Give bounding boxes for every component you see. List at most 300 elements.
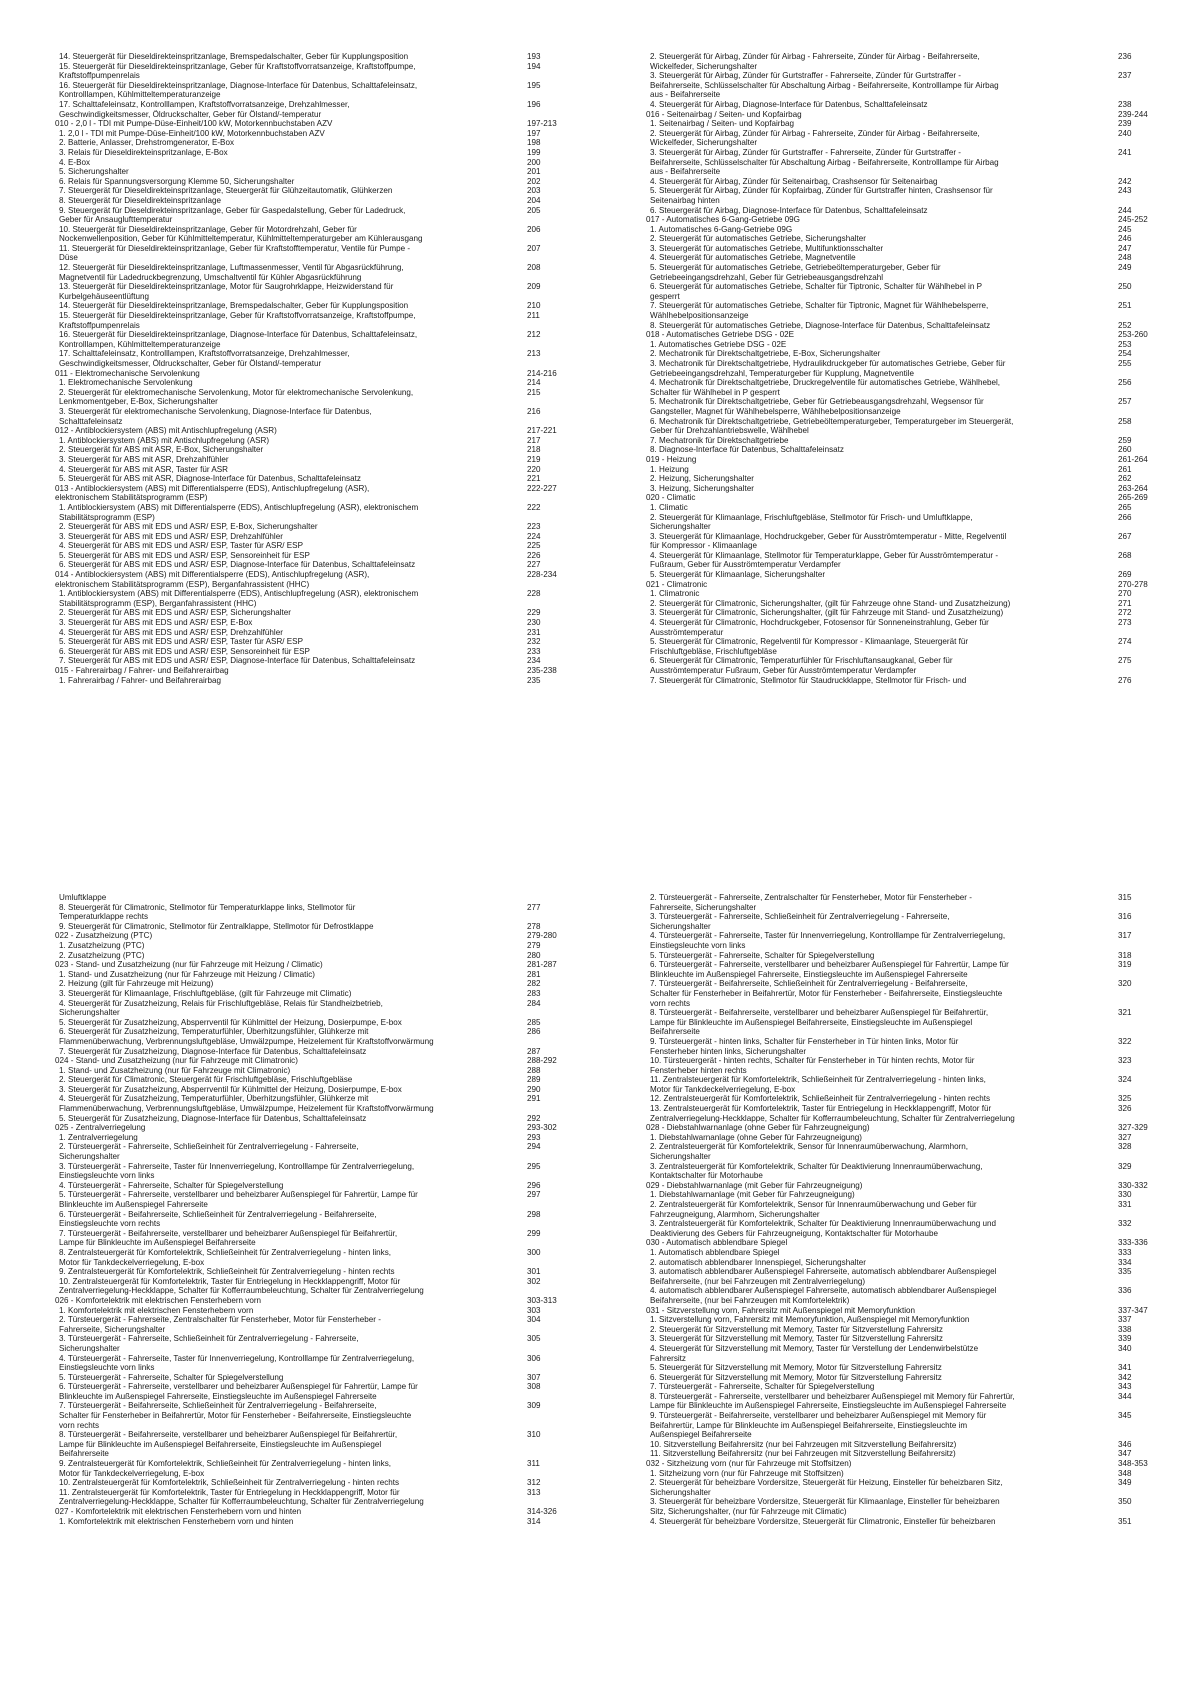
toc-entry bbox=[55, 387, 541, 407]
toc-entry bbox=[646, 1343, 1132, 1363]
toc-entry-title: 4. E-Box bbox=[59, 157, 91, 167]
toc-entry bbox=[55, 1065, 541, 1076]
toc-page-number: 208 bbox=[527, 263, 541, 273]
toc-entry bbox=[55, 1094, 541, 1114]
toc-entry bbox=[55, 637, 541, 647]
toc-entry bbox=[646, 186, 1132, 205]
toc-entry-title: 012 - Antiblockiersystem (ABS) mit Antischlupfregelung (ASR) bbox=[55, 426, 277, 436]
toc-entry-title: 4. Steuergerät für Klimaanlage, Stellmotor für Temperaturklappe, Geber für Ausströmtemperatur - Fußraum, Geber für Ausströmtemperatur Verdampfer bbox=[650, 550, 999, 570]
toc-entry-title: 3. Türsteuergerät - Fahrerseite, Taster für Innenverriegelung, Kontrolllampe für Zentralverriegelung, Einstiegsleuchte vorn links bbox=[59, 1161, 415, 1181]
toc-entry-title: 10. Türsteuergerät - hinten rechts, Schalter für Fensterheber in Tür hinten rechts, Motor für Fensterheber hinten rechts bbox=[650, 1056, 975, 1075]
toc-section-heading bbox=[55, 570, 557, 589]
toc-page-number: 298 bbox=[527, 1209, 541, 1219]
toc-page-number: 214 bbox=[527, 378, 541, 388]
toc-page-number: 248 bbox=[1118, 253, 1132, 263]
toc-section-heading bbox=[646, 579, 1148, 590]
toc-entry-title: 2. Steuergerät für ABS mit EDS und ASR/ ESP, E-Box, Sicherungshalter bbox=[59, 522, 318, 532]
toc-page-number: 203 bbox=[527, 186, 541, 196]
toc-entry bbox=[646, 397, 1132, 416]
toc-entry bbox=[55, 1267, 541, 1277]
toc-entry-title: 5. Steuergerät für Climatronic, Regelventil für Kompressor - Klimaanlage, Steuergerät für Frischluftgebläse, Frischluftgebläse bbox=[650, 637, 969, 656]
toc-entry bbox=[55, 893, 520, 903]
toc-entry bbox=[55, 589, 541, 608]
toc-entry bbox=[646, 1334, 1132, 1344]
toc-entry bbox=[55, 1075, 541, 1085]
toc-page-number: 299 bbox=[527, 1228, 541, 1238]
toc-entry bbox=[55, 435, 541, 446]
toc-entry-title: 6. Mechatronik für Direktschaltgetriebe, Getriebeöltemperaturgeber, Temperaturgeber im Steuergerät, Geber für Drehzahlantriebswelle, Wählhebel bbox=[650, 416, 1014, 436]
toc-page-number: 292 bbox=[527, 1113, 541, 1123]
toc-page-number: 265-269 bbox=[1118, 493, 1148, 503]
toc-page-number: 199 bbox=[527, 147, 541, 157]
toc-section-heading bbox=[646, 1238, 1148, 1248]
toc-entry-title: 1. Climatic bbox=[650, 502, 688, 512]
toc-page-number: 217-221 bbox=[527, 426, 557, 436]
toc-entry-title: 17. Schalttafeleinsatz, Kontrolllampen, Kraftstoffvorratsanzeige, Drehzahlmesser, Geschwindigkeitsmesser, Öldruckschalter, Geber für Ölstand/-temperatur bbox=[59, 99, 350, 119]
toc-section-heading bbox=[646, 1305, 1148, 1316]
toc-entry-title: 2. Heizung (gilt für Fahrzeuge mit Heizung) bbox=[59, 979, 214, 989]
toc-page-number: 289 bbox=[527, 1075, 541, 1085]
toc-page-number: 266 bbox=[1118, 512, 1132, 522]
toc-page-number: 227 bbox=[527, 560, 541, 570]
toc-entry bbox=[646, 598, 1132, 609]
toc-entry bbox=[55, 1190, 541, 1209]
toc-page-number: 311 bbox=[527, 1459, 540, 1469]
toc-entry-title: 3. Steuergerät für elektromechanische Servolenkung, Diagnose-Interface für Datenbus, Schalttafeleinsatz bbox=[59, 406, 372, 426]
toc-entry bbox=[55, 80, 541, 100]
toc-entry-title: 4. Steuergerät für Zusatzheizung, Temperaturfühler, Überhitzungsfühler, Glühkerze mit Flammenüberwachung, Verbrennungsluftgebläse, Umwälzpumpe, Heizelement für Kraftstoffvorwärmung bbox=[59, 1094, 434, 1114]
toc-entry-title: 14. Steuergerät für Dieseldirekteinspritzanlage, Bremspedalschalter, Geber für Kupplungsposition bbox=[59, 52, 409, 61]
toc-entry bbox=[55, 1161, 541, 1181]
toc-page-number: 194 bbox=[527, 61, 541, 71]
toc-entry-title: 4. Steuergerät für ABS mit EDS und ASR/ ESP, Drehzahlfühler bbox=[59, 627, 283, 637]
toc-page-number: 308 bbox=[527, 1382, 541, 1392]
toc-entry-title: 6. Steuergerät für Sitzverstellung mit Memory, Motor für Sitzverstellung Fahrersitz bbox=[650, 1372, 942, 1382]
toc-entry-title: 5. Steuergerät für Klimaanlage, Sicherungshalter bbox=[650, 570, 826, 580]
toc-page-number: 202 bbox=[527, 176, 541, 186]
toc-entry bbox=[646, 1478, 1132, 1497]
toc-page-number: 336 bbox=[1118, 1286, 1132, 1296]
toc-entry bbox=[646, 483, 1148, 494]
toc-entry bbox=[646, 1439, 1132, 1450]
toc-entry-title: 022 - Zusatzheizung (PTC) bbox=[55, 931, 153, 941]
toc-entry bbox=[55, 176, 541, 187]
toc-entry bbox=[646, 589, 1132, 599]
toc-entry-title: 013 - Antiblockiersystem (ABS) mit Differentialsperre (EDS), Antischlupfregelung (ASR), elektronischem Stabilitätsprogramm (ESP) bbox=[55, 483, 370, 503]
toc-entry-title: 4. Steuergerät für Zusatzheizung, Relais für Frischluftgebläse, Relais für Standheizbetrieb, Sicherungshalter bbox=[59, 998, 383, 1018]
toc-page-number: 255 bbox=[1118, 359, 1132, 368]
toc-entry-title: 027 - Komfortelektrik mit elektrischen Fensterhebern vorn und hinten bbox=[55, 1507, 302, 1516]
toc-entry-title: 1. Antiblockiersystem (ABS) mit Differentialsperre (EDS), Antischlupfregelung (ASR), elektronischem Stabilitätsprogramm (ESP), Berganfahrassistent (HHC) bbox=[59, 589, 419, 608]
toc-entry bbox=[55, 224, 541, 244]
toc-entry bbox=[646, 378, 1132, 397]
toc-page-number: 204 bbox=[527, 195, 541, 205]
toc-entry bbox=[646, 1094, 1132, 1104]
toc-entry bbox=[55, 52, 541, 62]
toc-entry bbox=[55, 902, 541, 922]
toc-entry-title: 11. Sitzverstellung Beifahrersitz (nur bei Fahrzeugen mit Sitzverstellung Beifahrersitz) bbox=[650, 1449, 956, 1459]
toc-page-number: 347 bbox=[1118, 1449, 1132, 1459]
toc-page-number: 338 bbox=[1118, 1324, 1132, 1334]
toc-page-number: 284 bbox=[527, 998, 541, 1008]
toc-entry bbox=[646, 893, 1132, 912]
toc-entry-title: 9. Steuergerät für Climatronic, Stellmotor für Zentralklappe, Stellmotor für Defrostklappe bbox=[59, 921, 374, 931]
toc-page-number: 201 bbox=[527, 167, 541, 177]
toc-entry bbox=[646, 1449, 1132, 1459]
toc-entry-title: 7. Mechatronik für Direktschaltgetriebe bbox=[650, 435, 789, 445]
toc-entry-title: 5. Steuergerät für Sitzverstellung mit Memory, Motor für Sitzverstellung Fahrersitz bbox=[650, 1363, 942, 1373]
toc-entry-title: 4. Türsteuergerät - Fahrerseite, Taster für Innenverriegelung, Kontrolllampe für Zentralverriegelung, Einstiegsleuchte vorn links bbox=[59, 1353, 415, 1373]
toc-entry bbox=[646, 176, 1132, 187]
toc-entry bbox=[55, 195, 541, 206]
toc-entry-title: 16. Steuergerät für Dieseldirekteinspritzanlage, Diagnose-Interface für Datenbus, Schalttafeleinsatz, Kontrolllampen, Kühlmitteltemperaturanzeige bbox=[59, 80, 418, 100]
toc-entry-title: 3. Steuergerät für ABS mit EDS und ASR/ ESP, Drehzahlfühler bbox=[59, 531, 283, 541]
toc-entry bbox=[55, 1516, 541, 1527]
toc-page-number: 197-213 bbox=[527, 119, 557, 129]
toc-entry-title: 1. 2,0 l - TDI mit Pumpe-Düse-Einheit/100 kW, Motorkennbuchstaben AZV bbox=[59, 128, 325, 138]
toc-entry-title: 10. Zentralsteuergerät für Komfortelektrik, Taster für Entriegelung in Heckklappengriff, Motor für Zentralverriegelung-Heckklappe, Schalter für Kofferraumbeleuchtung, Schalter für Zentralverriegelung bbox=[59, 1276, 424, 1296]
toc-entry bbox=[55, 1430, 541, 1459]
toc-entry-title: 5. Mechatronik für Direktschaltgetriebe, Geber für Getriebeausgangsdrehzahl, Wegsensor für Gangsteller, Magnet für Wählhebelsperre, Wählhebelpositionsanzeige bbox=[650, 397, 984, 416]
toc-entry bbox=[55, 656, 541, 666]
toc-page-number: 342 bbox=[1118, 1372, 1132, 1382]
toc-page-number: 221 bbox=[527, 474, 541, 484]
toc-entry-title: 029 - Diebstahlwarnanlage (mit Geber für Fahrzeugneigung) bbox=[646, 1180, 863, 1190]
toc-page-number: 296 bbox=[527, 1180, 541, 1190]
toc-entry bbox=[55, 1247, 541, 1267]
toc-page-number: 335 bbox=[1118, 1267, 1132, 1277]
toc-page-number: 343 bbox=[1118, 1382, 1132, 1392]
toc-entry-title: 6. Steuergerät für Climatronic, Temperaturfühler für Frischluftansaugkanal, Geber für Ausströmtemperatur Fußraum, Geber für Ausströmtemperatur Verdampfer bbox=[650, 656, 953, 675]
toc-entry-title: 031 - Sitzverstellung vorn, Fahrersitz mit Außenspiegel mit Memoryfunktion bbox=[646, 1305, 915, 1315]
toc-page-number: 277 bbox=[527, 902, 541, 912]
toc-entry bbox=[646, 960, 1132, 979]
toc-page-number: 256 bbox=[1118, 378, 1132, 388]
toc-page-number: 312 bbox=[527, 1478, 541, 1488]
toc-panel-bottom-right bbox=[646, 893, 1148, 1673]
toc-entry bbox=[646, 1161, 1132, 1181]
toc-entry-title: 023 - Stand- und Zusatzheizung (nur für Fahrzeuge mit Heizung / Climatic) bbox=[55, 960, 323, 970]
toc-entry-title: 030 - Automatisch abblendbare Spiegel bbox=[646, 1238, 788, 1248]
toc-page-number: 309 bbox=[527, 1401, 541, 1411]
toc-entry-title: 1. Diebstahlwarnanlage (mit Geber für Fahrzeugneigung) bbox=[650, 1190, 855, 1200]
toc-entry-title: 2. Steuergerät für Airbag, Zünder für Airbag - Fahrerseite, Zünder für Airbag - Beifahrerseite, Wickelfeder, Sicherungshalter bbox=[650, 52, 980, 71]
toc-entry-title: 1. Seitenairbag / Seiten- und Kopfairbag bbox=[650, 119, 794, 129]
toc-entry-title: 14. Steuergerät für Dieseldirekteinspritzanlage, Bremspedalschalter, Geber für Kupplungsposition bbox=[59, 301, 409, 311]
toc-entry-title: 2. Mechatronik für Direktschaltgetriebe, E-Box, Sicherungshalter bbox=[650, 349, 881, 359]
toc-page-number: 321 bbox=[1118, 1008, 1132, 1018]
toc-entry bbox=[646, 224, 1132, 235]
toc-section-heading bbox=[646, 215, 1148, 225]
toc-page-number: 269 bbox=[1118, 570, 1132, 580]
toc-section-heading bbox=[55, 1123, 557, 1133]
toc-entry-title: 9. Steuergerät für Dieseldirekteinspritzanlage, Geber für Gaspedalstellung, Geber für Ladedruck, Geber für Ansauglufttemperatur bbox=[59, 205, 406, 225]
toc-entry bbox=[55, 560, 541, 570]
toc-page-number: 218 bbox=[527, 445, 541, 455]
toc-entry-title: 2. Türsteuergerät - Fahrerseite, Zentralschalter für Fensterheber, Motor für Fensterheber - Fahrerseite, Sicherungshalter bbox=[650, 893, 972, 912]
toc-entry-title: 5. Türsteuergerät - Fahrerseite, Schalter für Spiegelverstellung bbox=[59, 1372, 284, 1382]
toc-entry bbox=[55, 1372, 541, 1383]
toc-entry-title: 2. Steuergerät für Climatronic, Steuergerät für Frischluftgebläse, Frischluftgebläse bbox=[59, 1075, 353, 1085]
toc-page-number: 205 bbox=[527, 205, 541, 215]
toc-page-number: 303-313 bbox=[527, 1295, 557, 1305]
toc-page-number: 293 bbox=[527, 1132, 541, 1142]
toc-page-number: 217 bbox=[527, 435, 541, 445]
toc-page-number: 262 bbox=[1118, 474, 1132, 484]
toc-entry-title: 3. Steuergerät für automatisches Getriebe, Multifunktionsschalter bbox=[650, 243, 884, 253]
toc-entry-title: 5. Türsteuergerät - Fahrerseite, verstellbarer und beheizbarer Außenspiegel für Fahrertür, Lampe für Blinkleuchte im Außenspiegel Fahrerseite bbox=[59, 1190, 418, 1209]
toc-entry-title: 5. Steuergerät für ABS mit EDS und ASR/ ESP, Sensoreinheit für ESP bbox=[59, 550, 310, 560]
toc-entry bbox=[55, 157, 541, 168]
toc-page-number: 290 bbox=[527, 1084, 541, 1094]
toc-entry-title: 1. Automatisches Getriebe DSG - 02E bbox=[650, 339, 787, 349]
toc-page-number: 319 bbox=[1118, 960, 1132, 970]
toc-entry bbox=[646, 1372, 1132, 1383]
toc-page-number: 348-353 bbox=[1118, 1459, 1148, 1469]
toc-entry bbox=[55, 282, 541, 301]
toc-entry bbox=[646, 608, 1132, 618]
toc-page-number: 261-264 bbox=[1118, 454, 1148, 464]
toc-entry bbox=[646, 1497, 1132, 1516]
toc-entry bbox=[646, 950, 1132, 961]
toc-page-number: 333-336 bbox=[1118, 1238, 1148, 1248]
toc-page-number: 307 bbox=[527, 1372, 541, 1382]
toc-entry bbox=[55, 263, 541, 282]
toc-entry-title: 5. Steuergerät für Airbag, Zünder für Kopfairbag, Zünder für Gurtstraffer hinten, Crashsensor für Seitenairbag hinten bbox=[650, 186, 993, 205]
toc-entry-title: 2. Steuergerät für elektromechanische Servolenkung, Motor für elektromechanische Servolenkung, Lenkmomentgeber, E-Box, Sicherungshalter bbox=[59, 387, 414, 407]
toc-page-number: 288-292 bbox=[527, 1056, 557, 1066]
toc-page-number: 222 bbox=[527, 502, 541, 512]
toc-entry bbox=[646, 263, 1132, 282]
toc-entry-title: 7. Türsteuergerät - Beifahrerseite, verstellbarer und beheizbarer Außenspiegel für Beifahrertür, Lampe für Blinkleuchte im Außenspiegel Beifahrerseite bbox=[59, 1228, 398, 1248]
toc-page-number: 320 bbox=[1118, 979, 1132, 989]
toc-entry-title: 16. Steuergerät für Dieseldirekteinspritzanlage, Diagnose-Interface für Datenbus, Schalttafeleinsatz, Kontrolllampen, Kühlmitteltemperaturanzeige bbox=[59, 330, 418, 349]
toc-entry-title: 13. Zentralsteuergerät für Komfortelektrik, Taster für Entriegelung in Heckklappengriff, Motor für Zentralverriegelung-Heckklappe, Schalter für Kofferraumbeleuchtung, Schalter für Zentralverriegelung bbox=[650, 1104, 1015, 1123]
toc-entry bbox=[55, 1353, 541, 1373]
toc-entry-title: 7. Türsteuergerät - Fahrerseite, Schalter für Spiegelverstellung bbox=[650, 1382, 875, 1392]
toc-entry bbox=[646, 637, 1132, 656]
toc-section-heading bbox=[55, 1295, 557, 1306]
toc-page-number: 206 bbox=[527, 224, 541, 234]
toc-page-number: 316 bbox=[1118, 912, 1132, 922]
toc-page-number: 283 bbox=[527, 988, 541, 998]
toc-page-number: 241 bbox=[1118, 147, 1132, 157]
toc-entry-title: 9. Türsteuergerät - hinten links, Schalter für Fensterheber in Tür hinten links, Motor für Fensterheber hinten links, Sicherungshalter bbox=[650, 1036, 959, 1056]
toc-entry bbox=[55, 349, 541, 368]
toc-page-number: 348 bbox=[1118, 1468, 1132, 1478]
toc-entry bbox=[55, 1315, 541, 1334]
toc-section-heading bbox=[646, 1123, 1148, 1133]
toc-entry-title: 3. Türsteuergerät - Fahrerseite, Schließeinheit für Zentralverriegelung - Fahrerseite, Sicherungshalter bbox=[59, 1334, 359, 1353]
toc-page-number: 314-326 bbox=[527, 1507, 557, 1516]
toc-page-number: 222-227 bbox=[527, 483, 557, 493]
toc-entry bbox=[55, 531, 541, 542]
toc-entry-title: 1. Antiblockiersystem (ABS) mit Differentialsperre (EDS), Antischlupfregelung (ASR), elektronischem Stabilitätsprogramm (ESP) bbox=[59, 502, 419, 522]
toc-entry bbox=[646, 1468, 1132, 1479]
toc-section-heading bbox=[646, 1459, 1148, 1469]
toc-page-number: 233 bbox=[527, 646, 541, 656]
toc-entry-title: 2. Türsteuergerät - Fahrerseite, Schließeinheit für Zentralverriegelung - Fahrerseite, Sicherungshalter bbox=[59, 1142, 359, 1162]
toc-entry bbox=[646, 979, 1132, 1008]
toc-entry bbox=[646, 445, 1132, 455]
toc-entry-title: 3. Steuergerät für Klimaanlage, Frischluftgebläse, (gilt für Fahrzeuge mit Climatic) bbox=[59, 988, 352, 998]
toc-page-number: 305 bbox=[527, 1334, 541, 1344]
toc-section-heading bbox=[55, 1507, 557, 1517]
toc-entry bbox=[646, 1008, 1132, 1037]
toc-entry-title: 3. Zentralsteuergerät für Komfortelektrik, Schalter für Deaktivierung Innenraumüberwachung, Kontaktschalter für Motorhaube bbox=[650, 1161, 983, 1181]
toc-entry bbox=[646, 1190, 1132, 1200]
toc-panel-bottom-left bbox=[55, 893, 557, 1673]
toc-entry bbox=[55, 940, 541, 951]
toc-entry bbox=[55, 627, 541, 638]
toc-page-number: 306 bbox=[527, 1353, 541, 1363]
toc-entry-title: 4. Steuergerät für Airbag, Diagnose-Interface für Datenbus, Schalttafeleinsatz bbox=[650, 99, 928, 109]
toc-page-number: 270-278 bbox=[1118, 579, 1148, 589]
toc-section-heading bbox=[55, 119, 557, 129]
toc-entry bbox=[55, 128, 541, 139]
toc-entry bbox=[55, 311, 540, 330]
toc-entry bbox=[646, 1363, 1132, 1373]
toc-entry-title: 014 - Antiblockiersystem (ABS) mit Differentialsperre (EDS), Antischlupfregelung (ASR), elektronischem Stabilitätsprogramm (ESP), Berganfahrassistent (HHC) bbox=[55, 570, 370, 589]
toc-entry bbox=[646, 119, 1132, 129]
toc-page-number: 276 bbox=[1118, 675, 1132, 685]
toc-entry-title: 5. Steuergerät für ABS mit EDS und ASR/ ESP, Taster für ASR/ ESP bbox=[59, 637, 303, 647]
toc-page-number: 209 bbox=[527, 282, 541, 292]
toc-entry bbox=[55, 138, 541, 148]
toc-page-number: 330-332 bbox=[1118, 1180, 1148, 1190]
toc-page-number: 341 bbox=[1118, 1363, 1132, 1373]
toc-page-number: 259 bbox=[1118, 435, 1132, 445]
toc-page-number: 196 bbox=[527, 99, 541, 109]
toc-entry bbox=[55, 502, 541, 522]
toc-page-number: 211 bbox=[527, 311, 540, 321]
toc-entry bbox=[646, 1391, 1132, 1411]
toc-entry bbox=[646, 128, 1132, 148]
toc-entry bbox=[646, 253, 1132, 263]
toc-entry-title: 7. Türsteuergerät - Beifahrerseite, Schließeinheit für Zentralverriegelung - Beifahrerseite, Schalter für Fensterheber in Beifahrertür, Motor für Fensterheber - Beifahrerseite, Einstiegsleuchte vorn rechts bbox=[650, 979, 1003, 1008]
toc-page-number: 337-347 bbox=[1118, 1305, 1148, 1315]
toc-page-number: 279 bbox=[527, 940, 541, 950]
toc-page-number: 346 bbox=[1118, 1439, 1132, 1449]
toc-entry bbox=[55, 921, 541, 932]
toc-entry-title: 1. Stand- und Zusatzheizung (nur für Fahrzeuge mit Heizung / Climatic) bbox=[59, 969, 315, 979]
toc-entry-title: 3. Türsteuergerät - Fahrerseite, Schließeinheit für Zentralverriegelung - Fahrerseite, Sicherungshalter bbox=[650, 912, 950, 931]
toc-entry-title: 5. Steuergerät für automatisches Getriebe, Getriebeöltemperaturgeber, Geber für Getriebeeingangsdrehzahl, Geber für Getriebeausgangsdrehzahl bbox=[650, 263, 941, 282]
toc-entry-title: 2. Steuergerät für automatisches Getriebe, Sicherungshalter bbox=[650, 234, 866, 244]
toc-entry-title: 2. Steuergerät für ABS mit ASR, E-Box, Sicherungshalter bbox=[59, 445, 264, 455]
toc-page-number: 240 bbox=[1118, 128, 1132, 138]
toc-entry bbox=[55, 205, 541, 225]
toc-entry-title: 3. Mechatronik für Direktschaltgetriebe, Hydraulikdruckgeber für automatisches Getriebe, Geber für Getriebeeingangsdrehzahl, Temperaturgeber für Kupplung, Magnetventile bbox=[650, 359, 1006, 378]
toc-entry bbox=[646, 931, 1132, 950]
toc-entry-title: 5. Steuergerät für Zusatzheizung, Diagnose-Interface für Datenbus, Schalttafeleinsatz bbox=[59, 1113, 367, 1123]
toc-page-number: 301 bbox=[527, 1267, 541, 1277]
toc-page-number: 239-244 bbox=[1118, 109, 1148, 119]
toc-entry-title: 8. Zentralsteuergerät für Komfortelektrik, Schließeinheit für Zentralverriegelung - hinten links, Motor für Tankdeckelverriegelung, E-box bbox=[59, 1247, 391, 1267]
toc-entry-title: 8. Türsteuergerät - Beifahrerseite, verstellbarer und beheizbarer Außenspiegel für Beifahrertür, Lampe für Blinkleuchte im Außenspiegel Beifahrerseite, Einstiegsleuchte im Außenspiegel Beifahrerseite bbox=[59, 1430, 398, 1459]
toc-entry bbox=[55, 1478, 541, 1488]
toc-page-number: 213 bbox=[527, 349, 541, 359]
toc-entry-title: 11. Zentralsteuergerät für Komfortelektrik, Schließeinheit für Zentralverriegelung - hinten links, Motor für Tankdeckelverriegelung, E-box bbox=[650, 1075, 986, 1094]
toc-entry bbox=[646, 464, 1132, 475]
toc-entry-title: 15. Steuergerät für Dieseldirekteinspritzanlage, Geber für Kraftstoffvorratsanzeige, Kraftstoffpumpe, Kraftstoffpumpenrelais bbox=[59, 311, 416, 330]
toc-section-heading bbox=[646, 109, 1148, 120]
toc-entry-title: 2. Steuergerät für ABS mit EDS und ASR/ ESP, Sicherungshalter bbox=[59, 608, 291, 618]
toc-entry bbox=[55, 1180, 541, 1191]
toc-entry-title: 032 - Sitzheizung vorn (nur für Fahrzeuge mit Stoffsitzen) bbox=[646, 1459, 852, 1469]
toc-page-number: 236 bbox=[1118, 52, 1132, 61]
toc-page-number: 229 bbox=[527, 608, 541, 618]
toc-entry-title: 4. Steuergerät für Airbag, Zünder für Seitenairbag, Crashsensor für Seitenairbag bbox=[650, 176, 938, 186]
toc-entry-title: 6. Steuergerät für Airbag, Diagnose-Interface für Datenbus, Schalttafeleinsatz bbox=[650, 205, 928, 215]
toc-section-heading bbox=[646, 454, 1148, 465]
toc-page-number: 268 bbox=[1118, 550, 1132, 560]
toc-page-number: 274 bbox=[1118, 637, 1132, 647]
toc-page-number: 273 bbox=[1118, 618, 1132, 628]
toc-page-number: 340 bbox=[1118, 1343, 1132, 1353]
toc-section-heading bbox=[55, 931, 557, 941]
toc-page-number: 270 bbox=[1118, 589, 1132, 599]
toc-page-number: 286 bbox=[527, 1027, 541, 1037]
toc-entry-title: 6. Relais für Spannungsversorgung Klemme 50, Sicherungshalter bbox=[59, 176, 295, 186]
toc-section-heading bbox=[646, 1180, 1148, 1191]
toc-entry bbox=[55, 1084, 541, 1095]
toc-entry bbox=[646, 618, 1132, 637]
toc-entry-title: 5. Steuergerät für ABS mit ASR, Diagnose-Interface für Datenbus, Schalttafeleinsatz bbox=[59, 474, 361, 484]
toc-page-number: 228 bbox=[527, 589, 541, 599]
toc-entry bbox=[646, 474, 1132, 484]
toc-entry-title: 4. Steuergerät für automatisches Getriebe, Magnetventile bbox=[650, 253, 856, 263]
toc-entry-title: 4. Steuergerät für Sitzverstellung mit Memory, Taster für Verstellung der Lendenwirbelstütze Fahrersitz bbox=[650, 1343, 979, 1363]
toc-entry-title: 8. Steuergerät für Dieseldirekteinspritzanlage bbox=[59, 195, 221, 205]
toc-entry bbox=[646, 71, 1132, 100]
toc-page-number: 325 bbox=[1118, 1094, 1132, 1104]
toc-entry bbox=[646, 1056, 1132, 1075]
toc-entry bbox=[646, 1286, 1132, 1305]
toc-entry bbox=[646, 359, 1132, 378]
toc-entry bbox=[55, 330, 541, 349]
toc-page-number: 287 bbox=[527, 1046, 541, 1056]
toc-entry bbox=[646, 99, 1132, 110]
toc-page-number: 261 bbox=[1118, 464, 1132, 474]
toc-section-heading bbox=[55, 666, 557, 676]
toc-entry-title: 9. Zentralsteuergerät für Komfortelektrik, Schließeinheit für Zentralverriegelung - hinten links, Motor für Tankdeckelverriegelung, E-box bbox=[59, 1459, 391, 1478]
toc-entry-title: 7. Steuergerät für automatisches Getriebe, Schalter für Tiptronic, Magnet für Wählhebelsperre, Wählhebelpositionsanzeige bbox=[650, 301, 989, 321]
toc-entry bbox=[646, 1257, 1132, 1268]
toc-page-number: 237 bbox=[1118, 71, 1132, 81]
toc-entry bbox=[646, 675, 1132, 686]
toc-entry bbox=[646, 1324, 1132, 1335]
toc-page-number: 238 bbox=[1118, 99, 1132, 109]
toc-page-number: 239 bbox=[1118, 119, 1132, 129]
toc-entry-title: 3. Steuergerät für ABS mit ASR, Drehzahlfühler bbox=[59, 454, 229, 464]
toc-entry-title: 3. Steuergerät für beheizbare Vordersitze, Steuergerät für Klimaanlage, Einsteller für beheizbaren Sitz, Sicherungshalter, (nur für Fahrzeuge mit Climatic) bbox=[650, 1497, 1000, 1516]
toc-entry-title: 7. Steuergerät für Zusatzheizung, Diagnose-Interface für Datenbus, Schalttafeleinsatz bbox=[59, 1046, 367, 1056]
toc-entry-title: 1. Stand- und Zusatzheizung (nur für Fahrzeuge mit Climatronic) bbox=[59, 1065, 291, 1075]
toc-entry bbox=[55, 618, 541, 628]
toc-entry-title: 5. Türsteuergerät - Fahrerseite, Schalter für Spiegelverstellung bbox=[650, 950, 875, 960]
toc-page-number: 332 bbox=[1118, 1219, 1132, 1229]
toc-entry bbox=[646, 531, 1132, 551]
toc-page-number: 212 bbox=[527, 330, 541, 340]
toc-page-number: 279-280 bbox=[527, 931, 557, 941]
toc-page-number: 207 bbox=[527, 243, 541, 253]
toc-page-number: 251 bbox=[1118, 301, 1132, 311]
toc-entry bbox=[55, 979, 541, 989]
toc-entry-title: 12. Steuergerät für Dieseldirekteinspritzanlage, Luftmassenmesser, Ventil für Abgasrückführung, Magnetventil für Ladedruckbegrenzung, Umschaltventil für Kühler Abgasrückführung bbox=[59, 263, 404, 282]
toc-page-number: 281-287 bbox=[527, 960, 557, 970]
toc-entry bbox=[55, 186, 541, 196]
